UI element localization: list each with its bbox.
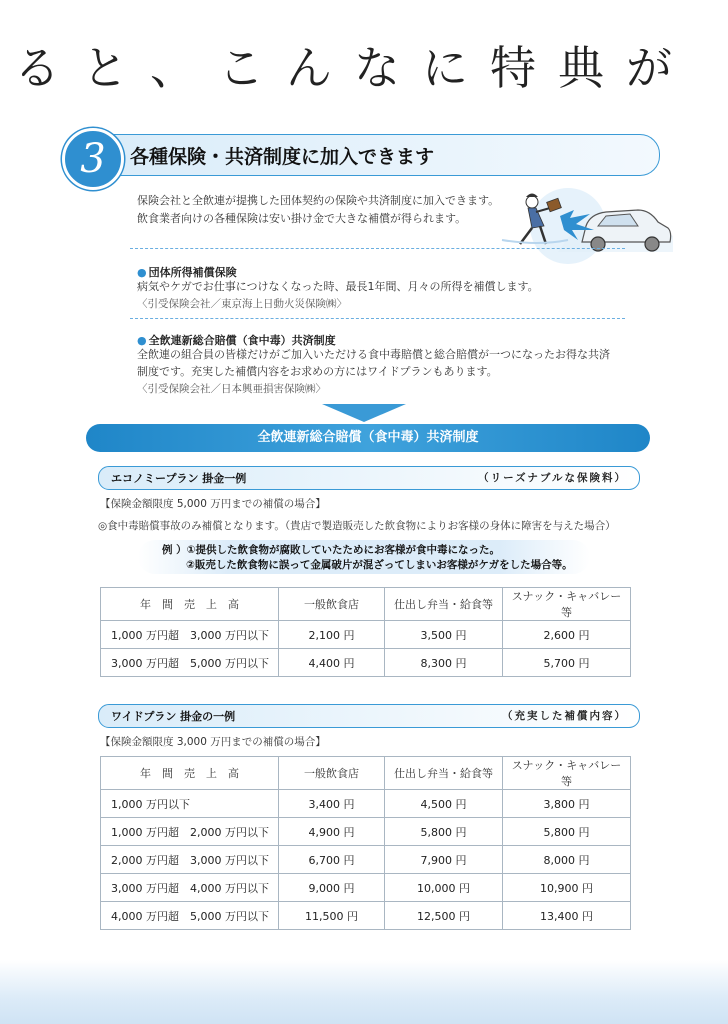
fee-cell: 5,800 円 bbox=[503, 818, 631, 846]
economy-fee-table bbox=[100, 587, 631, 677]
plan-title: エコノミープラン 掛金一例 bbox=[111, 472, 247, 485]
fee-cell: 10,000 円 bbox=[385, 874, 503, 902]
fee-cell: 9,000 円 bbox=[279, 874, 385, 902]
fee-cell: 8,300 円 bbox=[385, 649, 503, 677]
item-body: 全飲連の組合員の皆様だけがご加入いただける食中毒賠償と総合賠償が一つになったお得な共済 制度です。充実した補償内容をお求めの方にはワイドプランもあります。 bbox=[137, 348, 610, 378]
header-cell: スナック・キャバレー等 bbox=[503, 588, 631, 621]
intro-line: 飲食業者向けの各種保険は安い掛け金で大きな補償が得られます。 bbox=[137, 212, 467, 225]
table-row bbox=[101, 649, 631, 677]
header-cell: スナック・キャバレー等 bbox=[503, 757, 631, 790]
sales-range-cell: 4,000 万円超 5,000 万円以下 bbox=[101, 902, 279, 930]
coverage-limit: 【保険金額限度 5,000 万円までの補償の場合】 bbox=[100, 498, 326, 510]
bullet-icon: ● bbox=[137, 266, 147, 279]
fee-cell: 13,400 円 bbox=[503, 902, 631, 930]
item-title: ● 全飲連新総合賠償（食中毒）共済制度 bbox=[137, 334, 336, 347]
coverage-note: ◎食中毒賠償事故のみ補償となります。（貴店で製造販売した飲食物によりお客様の身体に障害を与えた場合） bbox=[98, 520, 616, 532]
header-cell: 仕出し弁当・給食等 bbox=[385, 757, 503, 790]
fee-cell: 4,900 円 bbox=[279, 818, 385, 846]
sales-range-cell: 1,000 万円超 2,000 万円以下 bbox=[101, 818, 279, 846]
sales-range-cell: 1,000 万円以下 bbox=[101, 790, 279, 818]
header-cell: 一般飲食店 bbox=[279, 588, 385, 621]
sales-range-cell: 2,000 万円超 3,000 万円以下 bbox=[101, 846, 279, 874]
fee-cell: 4,400 円 bbox=[279, 649, 385, 677]
fee-cell: 2,600 円 bbox=[503, 621, 631, 649]
plan-tag: （充実した補償内容） bbox=[502, 710, 627, 722]
fee-cell: 8,000 円 bbox=[503, 846, 631, 874]
plan-title: ワイドプラン 掛金の一例 bbox=[111, 710, 236, 723]
example-box bbox=[138, 540, 590, 574]
item-insurer-note: 〈引受保険会社／東京海上日動火災保険㈱〉 bbox=[137, 298, 347, 310]
bullet-icon: ● bbox=[137, 334, 147, 347]
header-cell: 年 間 売 上 高 bbox=[101, 588, 279, 621]
section-number-badge: 3 bbox=[62, 128, 124, 190]
header-cell: 仕出し弁当・給食等 bbox=[385, 588, 503, 621]
fee-cell: 12,500 円 bbox=[385, 902, 503, 930]
wide-fee-table bbox=[100, 756, 631, 930]
fee-cell: 3,400 円 bbox=[279, 790, 385, 818]
sales-range-cell: 3,000 万円超 5,000 万円以下 bbox=[101, 649, 279, 677]
section-title: 各種保険・共済制度に加入できます bbox=[130, 146, 435, 168]
example-line: 例 ）①提供した飲食物が腐敗していたためにお客様が食中毒になった。 bbox=[162, 544, 501, 556]
section-intro bbox=[137, 192, 499, 228]
coverage-limit: 【保険金額限度 3,000 万円までの補償の場合】 bbox=[100, 736, 326, 748]
table-row bbox=[101, 846, 631, 874]
fee-cell: 5,800 円 bbox=[385, 818, 503, 846]
fee-cell: 10,900 円 bbox=[503, 874, 631, 902]
table-row bbox=[101, 790, 631, 818]
item-insurer-note: 〈引受保険会社／日本興亜損害保険㈱〉 bbox=[137, 383, 326, 395]
arrow-down-icon bbox=[322, 404, 406, 422]
sales-range-cell: 3,000 万円超 4,000 万円以下 bbox=[101, 874, 279, 902]
page-headline: ると、こんなに特典が bbox=[14, 41, 694, 95]
table-header-row bbox=[101, 757, 631, 790]
header-cell: 一般飲食店 bbox=[279, 757, 385, 790]
table-row bbox=[101, 874, 631, 902]
plan-banner: 全飲連新総合賠償（食中毒）共済制度 bbox=[86, 424, 650, 452]
fee-cell: 7,900 円 bbox=[385, 846, 503, 874]
plan-tag: （リーズナブルな保険料） bbox=[478, 472, 627, 484]
table-row bbox=[101, 902, 631, 930]
fee-cell: 2,100 円 bbox=[279, 621, 385, 649]
fee-cell: 5,700 円 bbox=[503, 649, 631, 677]
table-header-row bbox=[101, 588, 631, 621]
fee-cell: 11,500 円 bbox=[279, 902, 385, 930]
fee-cell: 3,500 円 bbox=[385, 621, 503, 649]
table-row bbox=[101, 621, 631, 649]
economy-plan-header bbox=[98, 466, 640, 490]
header-cell: 年 間 売 上 高 bbox=[101, 757, 279, 790]
sales-range-cell: 1,000 万円超 3,000 万円以下 bbox=[101, 621, 279, 649]
example-line: ②販売した飲食物に誤って金属破片が混ざってしまいお客様がケガをした場合等。 bbox=[186, 559, 573, 571]
fee-cell: 4,500 円 bbox=[385, 790, 503, 818]
item-title: ● 団体所得補償保険 bbox=[137, 266, 237, 279]
intro-line: 保険会社と全飲連が提携した団体契約の保険や共済制度に加入できます。 bbox=[137, 194, 500, 207]
fee-cell: 6,700 円 bbox=[279, 846, 385, 874]
item-body: 病気やケガでお仕事につけなくなった時、最長1年間、月々の所得を補償します。 bbox=[137, 280, 539, 293]
accident-illustration-icon bbox=[498, 186, 678, 266]
wide-plan-header bbox=[98, 704, 640, 728]
table-row bbox=[101, 818, 631, 846]
bottom-decoration bbox=[0, 960, 728, 1024]
divider bbox=[130, 248, 625, 249]
divider bbox=[130, 318, 625, 319]
fee-cell: 3,800 円 bbox=[503, 790, 631, 818]
